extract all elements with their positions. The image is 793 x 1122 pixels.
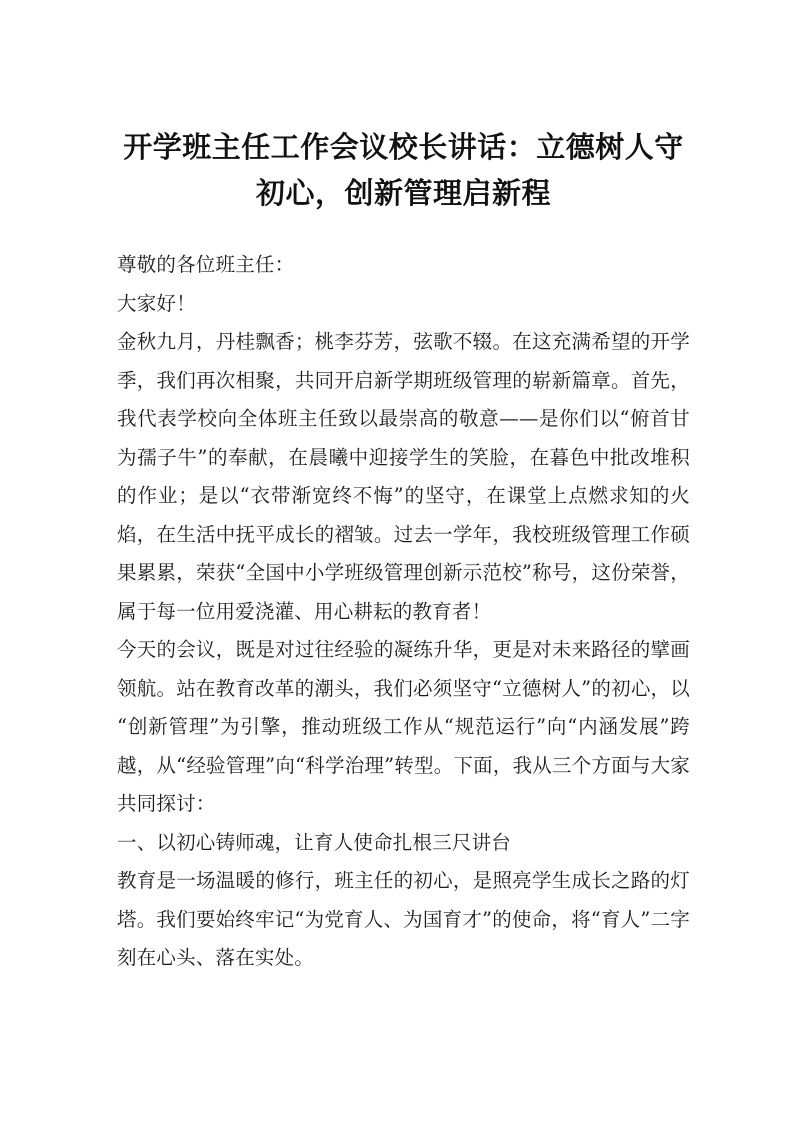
greeting-line: 大家好！ (117, 291, 196, 315)
paragraph-3: 教育是一场温暖的修行，班主任的初心，是照亮学生成长之路的灯塔。我们要始终牢记“为党育人、为国育才”的使命，将“育人”二字刻在心头、落在实处。 (117, 869, 690, 969)
document-body (117, 246, 690, 978)
paragraph-2: 今天的会议，既是对过往经验的凝练升华，更是对未来路径的擘画领航。站在教育改革的潮头，我们必须坚守“立德树人”的初心，以“创新管理”为引擎，推动班级工作从“规范运行”向“内涵发展”跨越，从“经验管理”向“科学治理”转型。下面，我从三个方面与大家共同探讨： (117, 638, 690, 815)
page-title-line-2: 初心，创新管理启新程 (255, 176, 551, 210)
document-content (117, 0, 690, 978)
page-title (117, 0, 690, 216)
section-heading-1: 一、以初心铸师魂，让育人使命扎根三尺讲台 (117, 830, 512, 854)
salutation-line: 尊敬的各位班主任： (117, 253, 295, 276)
page-title-line-1: 开学班主任工作会议校长讲话：立德树人守 (123, 130, 684, 164)
paragraph-1: 金秋九月，丹桂飘香；桃李芬芳，弦歌不辍。在这充满希望的开学季，我们再次相聚，共同开启新学期班级管理的崭新篇章。首先，我代表学校向全体班主任致以最崇高的敬意——是你们以“俯首甘为孺子牛”的奉献，在晨曦中迎接学生的笑脸，在暮色中批改堆积的作业；是以“衣带渐宽终不悔”的坚守，在课堂上点燃求知的火焰，在生活中抚平成长的褶皱。过去一学年，我校班级管理工作硕果累累，荣获“全国中小学班级管理创新示范校”称号，这份荣誉，属于每一位用爱浇灌、用心耕耘的教育者！ (117, 330, 690, 623)
